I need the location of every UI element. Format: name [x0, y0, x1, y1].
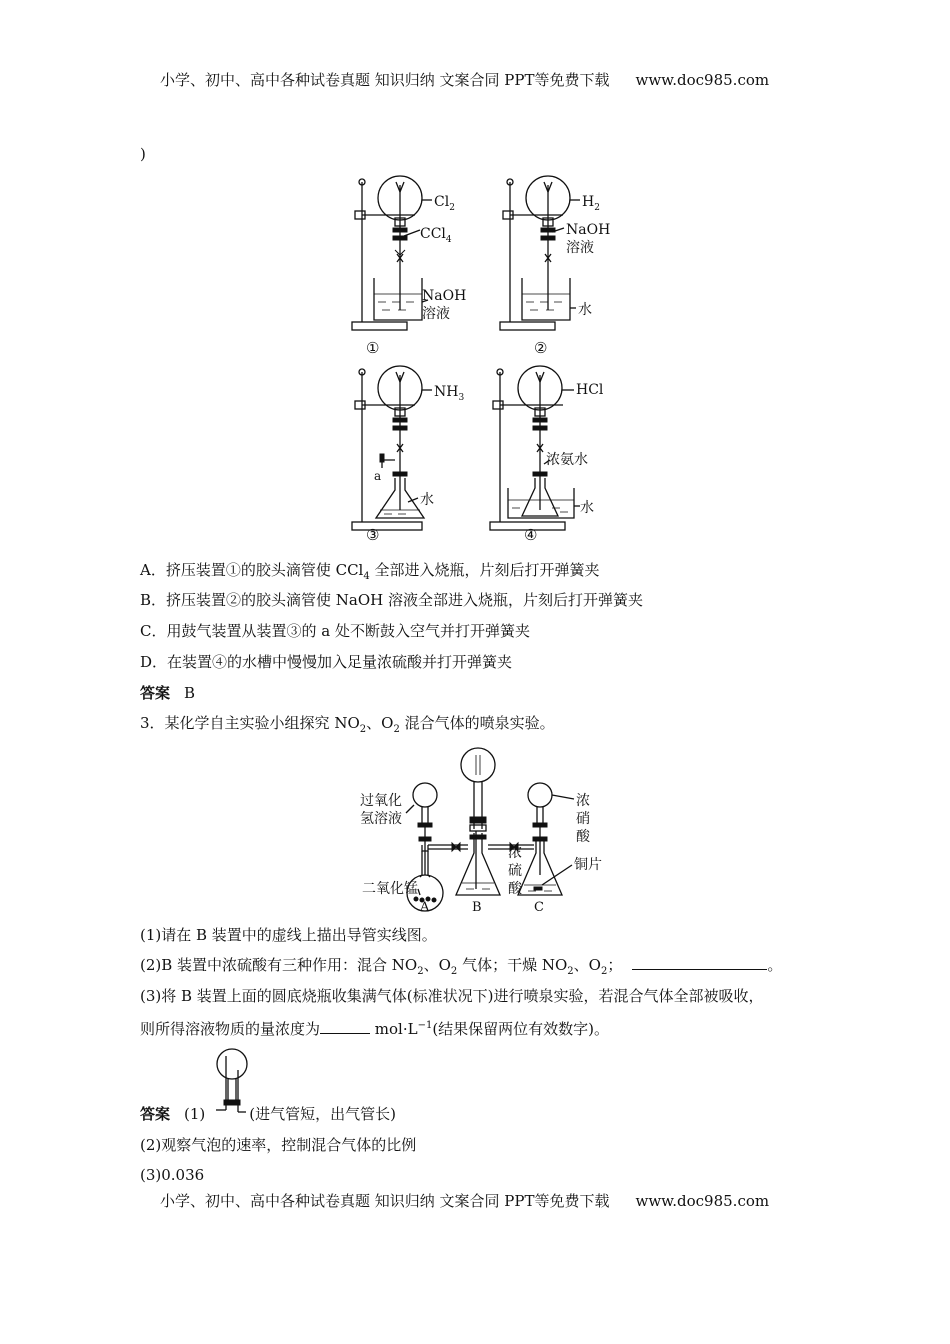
- label-hno3-3: 酸: [576, 829, 590, 845]
- sq2-sub-2: 2: [450, 966, 458, 977]
- apparatus-1: [352, 176, 466, 357]
- d3-gas: $NH_3$: [434, 384, 465, 403]
- label-mno2: 二氧化锰: [362, 881, 418, 897]
- d2-dropper-1: NaOH: [566, 222, 611, 238]
- sq2-text-4: 、O: [573, 956, 601, 974]
- sq2-text-5: ；: [607, 956, 623, 974]
- option-a: [140, 560, 600, 587]
- answer-2-line-2: (2)观察气泡的速率，控制混合气体的比例: [140, 1136, 417, 1154]
- apparatus-4: [490, 366, 604, 544]
- label-copper: 铜片: [574, 857, 602, 873]
- sq3-text-a: 则所得溶液物质的量浓度为: [140, 1020, 321, 1038]
- option-a-sub: 4: [363, 571, 370, 582]
- q3-text-1: 3．某化学自主实验小组探究 NO: [140, 714, 360, 732]
- sq2-sub-4: 2: [600, 966, 608, 977]
- q3-sub-2: 2: [393, 724, 400, 735]
- label-h2so4-3: 酸: [508, 881, 522, 897]
- label-h2so4-2: 硫: [508, 863, 522, 879]
- blank-input-2[interactable]: [632, 969, 767, 970]
- footer-text: 小学、初中、高中各种试卷真题 知识归纳 文案合同 PPT等免费下载: [160, 1192, 610, 1210]
- d3-liquid: 水: [420, 492, 434, 508]
- answer-1-label: 答案: [140, 684, 171, 702]
- label-c: C: [534, 900, 544, 915]
- d4-liquid: 水: [580, 500, 594, 516]
- answer-2-line-3: (3)0.036: [140, 1166, 205, 1184]
- label-h2so4-1: 浓: [508, 845, 522, 861]
- blank-input-3[interactable]: [320, 1033, 370, 1034]
- option-c: C．用鼓气装置从装置③的 a 处不断鼓入空气并打开弹簧夹: [140, 622, 530, 640]
- option-d: D．在装置④的水槽中慢慢加入足量浓硫酸并打开弹簧夹: [140, 653, 513, 671]
- answer-2-label: 答案: [140, 1105, 171, 1123]
- header-site: www.doc985.com: [635, 71, 770, 89]
- option-b: B．挤压装置②的胶头滴管使 NaOH 溶液全部进入烧瓶，片刻后打开弹簧夹: [140, 591, 644, 609]
- d3-a-label: a: [374, 469, 382, 483]
- sq2-text-2: 、O: [423, 956, 451, 974]
- d1-dropper: CCl$_4$: [420, 226, 452, 245]
- answer-2-part-1-note: (进气管短，出气管长): [249, 1105, 396, 1123]
- question-3: [140, 713, 555, 740]
- figure-fountain-apparatus: [340, 170, 630, 550]
- page-header: [160, 70, 769, 90]
- footer-site: www.doc985.com: [635, 1192, 770, 1210]
- sq2-end: 。: [767, 956, 783, 974]
- q3-text-2: 、O: [366, 714, 394, 732]
- label-h2o2-2: 氢溶液: [360, 811, 402, 827]
- sq2-sub-1: 2: [417, 966, 424, 977]
- sq3-text-c: (结果保留两位有效数字)。: [432, 1020, 610, 1038]
- page-footer: [160, 1191, 769, 1211]
- stray-paren: ): [140, 145, 146, 163]
- label-a: A: [420, 900, 430, 915]
- subquestion-3-line-1: (3)将 B 装置上面的圆底烧瓶收集满气体(标准状况下)进行喷泉实验，若混合气体全部被吸收，: [140, 987, 764, 1005]
- answer-1: [140, 683, 195, 703]
- sq3-text-b: mol·L: [370, 1020, 418, 1038]
- label-h2o2-1: 过氧化: [360, 793, 402, 809]
- apparatus-2: [500, 176, 610, 357]
- d3-number: ③: [366, 526, 380, 544]
- header-text: 小学、初中、高中各种试卷真题 知识归纳 文案合同 PPT等免费下载: [160, 71, 610, 89]
- label-hno3-2: 硝: [576, 811, 590, 827]
- answer-tube-drawing: [210, 1046, 250, 1116]
- d1-gas: $Cl_2$: [434, 194, 455, 213]
- subquestion-1: (1)请在 B 装置中的虚线上描出导管实线图。: [140, 926, 437, 944]
- subquestion-3-line-2: [140, 1016, 609, 1039]
- d2-gas: $H_2$: [582, 194, 600, 213]
- d2-liquid: 水: [578, 302, 592, 318]
- sq3-sup: −1: [417, 1020, 433, 1031]
- label-hno3-1: 浓: [576, 793, 590, 809]
- d4-gas: HCl: [576, 382, 604, 398]
- d1-liquid-2: 溶液: [422, 306, 450, 322]
- sq2-text-3: 气体；干燥 NO: [457, 956, 568, 974]
- d4-number: ④: [524, 526, 538, 544]
- answer-2-part-1: (1): [184, 1105, 206, 1123]
- q3-text-3: 混合气体的喷泉实验。: [399, 714, 555, 732]
- option-a-pre: A．挤压装置①的胶头滴管使 CCl: [140, 561, 364, 579]
- d2-number: ②: [534, 339, 548, 357]
- d1-number: ①: [366, 339, 380, 357]
- subquestion-2: [140, 955, 782, 982]
- sq2-sub-3: 2: [567, 966, 574, 977]
- sq2-text-1: (2)B 装置中浓硫酸有三种作用：混合 NO: [140, 956, 418, 974]
- answer-2-line-1: [140, 1104, 396, 1124]
- d4-dropper: 浓氨水: [546, 452, 588, 468]
- d1-liquid-1: NaOH: [422, 288, 467, 304]
- label-b: B: [472, 900, 482, 915]
- figure-no2-o2-apparatus: [358, 745, 618, 917]
- answer-1-value: B: [184, 684, 196, 702]
- q3-sub-1: 2: [359, 724, 367, 735]
- d2-dropper-2: 溶液: [566, 240, 594, 256]
- option-a-post: 全部进入烧瓶，片刻后打开弹簧夹: [369, 561, 600, 579]
- apparatus-3: [352, 366, 464, 544]
